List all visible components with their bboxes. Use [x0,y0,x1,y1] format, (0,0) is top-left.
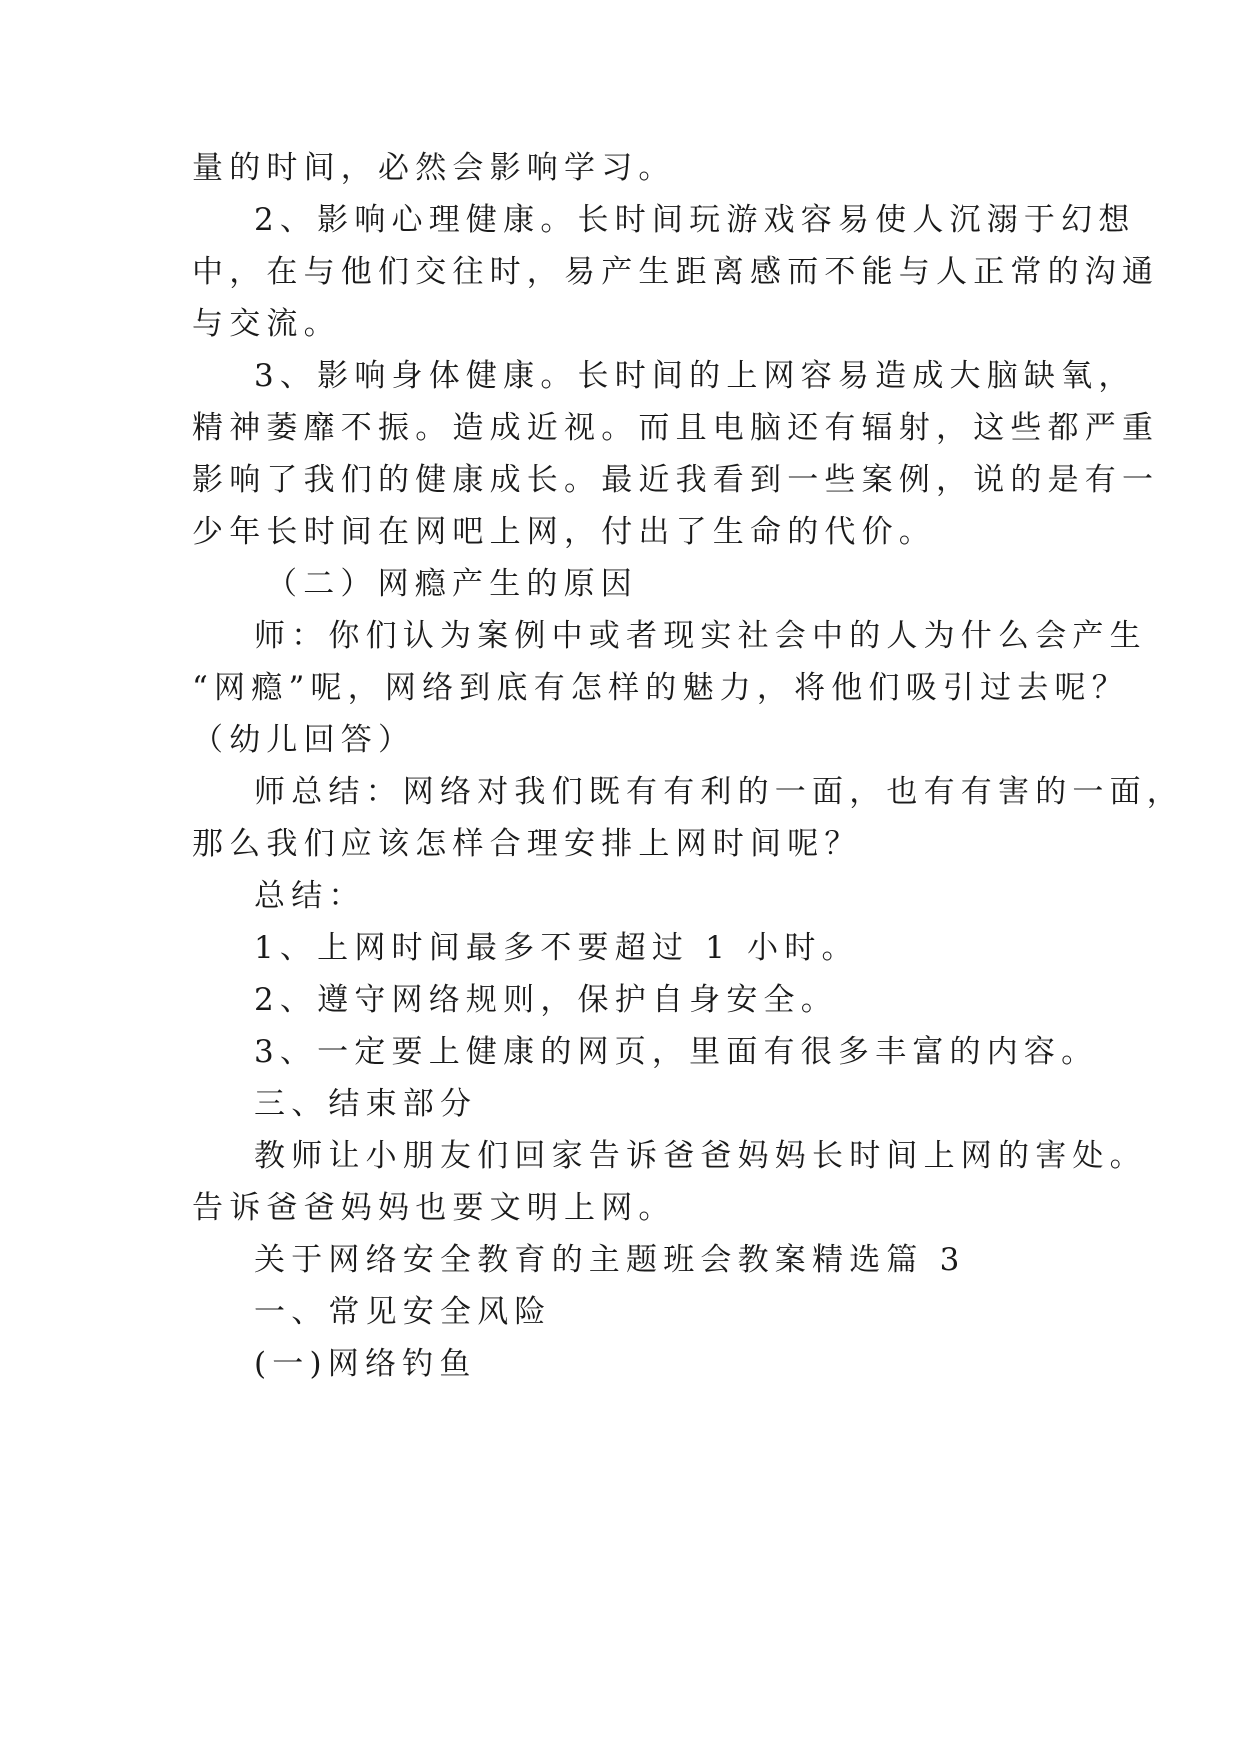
article-title: 关于网络安全教育的主题班会教案精选篇 3 [254,1242,966,1278]
paragraph-line: 告诉爸爸妈妈也要文明上网。 [192,1190,676,1226]
section-heading: （二）网瘾产生的原因 [266,566,638,602]
paragraph-line: 教师让小朋友们回家告诉爸爸妈妈长时间上网的害处。 [254,1138,1147,1174]
list-item: 2、遵守网络规则，保护自身安全。 [254,982,838,1018]
paragraph-line: （幼儿回答） [192,722,416,758]
paragraph-line: 师：你们认为案例中或者现实社会中的人为什么会产生 [254,618,1147,654]
section-heading: 一、常见安全风险 [254,1294,552,1330]
paragraph-line: 影响了我们的健康成长。最近我看到一些案例，说的是有一 [192,462,1160,498]
paragraph-line: 少年长时间在网吧上网，付出了生命的代价。 [192,514,936,550]
section-heading: 三、结束部分 [254,1086,478,1122]
paragraph-line: 总结： [254,878,366,914]
paragraph-line: 那么我们应该怎样合理安排上网时间呢？ [192,826,862,862]
paragraph-line: 中，在与他们交往时，易产生距离感而不能与人正常的沟通 [192,254,1160,290]
list-item: 1、上网时间最多不要超过 1 小时。 [254,930,859,966]
paragraph-line: 精神萎靡不振。造成近视。而且电脑还有辐射，这些都严重 [192,410,1160,446]
paragraph-line: 师总结：网络对我们既有有利的一面，也有有害的一面， [254,774,1184,810]
list-item: 3、一定要上健康的网页，里面有很多丰富的内容。 [254,1034,1099,1070]
paragraph-line: 量的时间，必然会影响学习。 [192,150,676,186]
paragraph-line: 2、影响心理健康。长时间玩游戏容易使人沉溺于幻想 [254,202,1136,238]
paragraph-line: “网瘾”呢，网络到底有怎样的魅力，将他们吸引过去呢？ [192,670,1129,706]
paragraph-line: 3、影响身体健康。长时间的上网容易造成大脑缺氧， [254,358,1136,394]
subsection-heading: (一)网络钓鱼 [254,1346,477,1382]
paragraph-line: 与交流。 [192,306,341,342]
